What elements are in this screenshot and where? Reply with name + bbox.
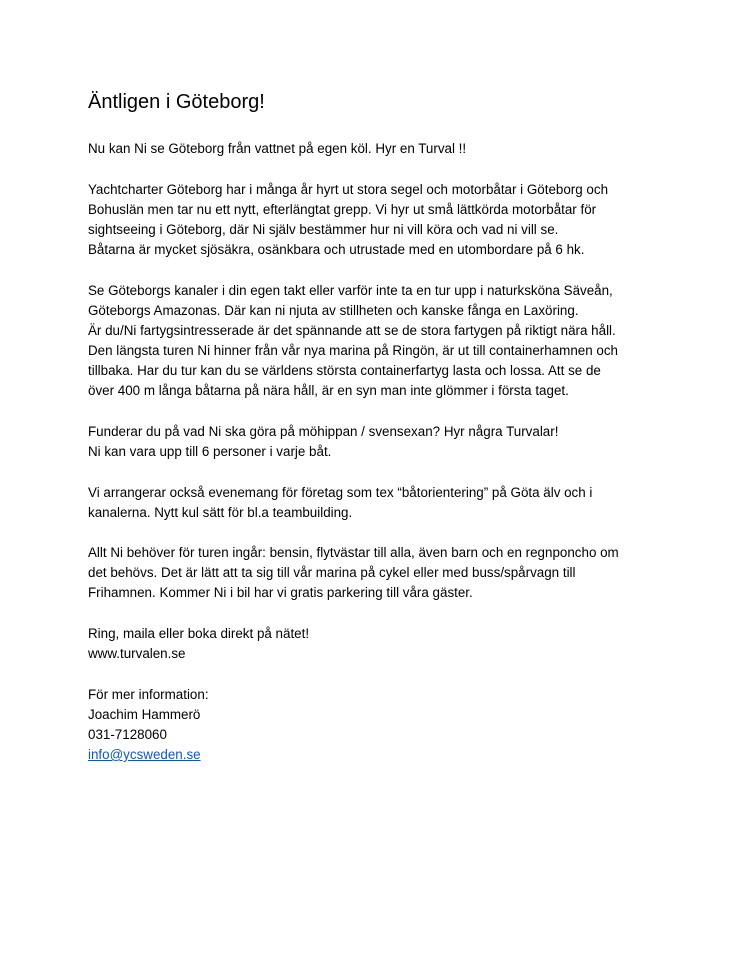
- contact-name: Joachim Hammerö: [88, 707, 201, 722]
- contact-heading: För mer information:: [88, 687, 209, 702]
- contact-phone: 031-7128060: [88, 727, 167, 742]
- contact-email-link[interactable]: info@ycsweden.se: [88, 747, 201, 762]
- paragraph-line: Yachtcharter Göteborg har i många år hyrt ut stora segel och motorbåtar i Göteborg och: [88, 182, 609, 197]
- paragraph-line: Vi arrangerar också evenemang för företag som tex “båtorientering” på Göta älv och i: [88, 485, 593, 500]
- intro-text: Nu kan Ni se Göteborg från vattnet på egen köl. Hyr en Turval !!: [88, 141, 467, 156]
- document-title: Äntligen i Göteborg!: [88, 91, 265, 113]
- paragraph-line: Göteborgs Amazonas. Där kan ni njuta av stillheten och kanske fånga en Laxöring.: [88, 303, 579, 318]
- paragraph-line: kanalerna. Nytt kul sätt för bl.a teambuilding.: [88, 505, 353, 520]
- paragraph-line: tillbaka. Har du tur kan du se världens största containerfartyg lasta och lossa. Att se de: [88, 363, 601, 378]
- paragraph-line: Se Göteborgs kanaler i din egen takt eller varför inte ta en tur upp i naturksköna Säveån,: [88, 283, 613, 298]
- paragraph-line: Funderar du på vad Ni ska göra på möhippan / svensexan? Hyr några Turvalar!: [88, 424, 559, 439]
- paragraph-line: det behövs. Det är lätt att ta sig till vår marina på cykel eller med buss/spårvagn till: [88, 565, 576, 580]
- paragraph-line: Ring, maila eller boka direkt på nätet!: [88, 626, 310, 641]
- website-text: www.turvalen.se: [88, 646, 186, 661]
- paragraph-line: Bohuslän men tar nu ett nytt, efterlängtat grepp. Vi hyr ut små lättkörda motorbåtar för: [88, 202, 597, 217]
- paragraph-line: Båtarna är mycket sjösäkra, osänkbara och utrustade med en utombordare på 6 hk.: [88, 242, 585, 257]
- paragraph-line: över 400 m långa båtarna på nära håll, är en syn man inte glömmer i första taget.: [88, 383, 569, 398]
- paragraph-line: Allt Ni behöver för turen ingår: bensin, flytvästar till alla, även barn och en regnponcho om: [88, 545, 619, 560]
- paragraph-line: Är du/Ni fartygsintresserade är det spännande att se de stora fartygen på riktigt nära håll.: [88, 323, 616, 338]
- paragraph-line: Frihamnen. Kommer Ni i bil har vi gratis parkering till våra gäster.: [88, 585, 473, 600]
- paragraph-line: Den längsta turen Ni hinner från vår nya marina på Ringön, är ut till containerhamnen och: [88, 343, 618, 358]
- paragraph-line: sightseeing i Göteborg, där Ni själv bestämmer hur ni vill köra och vad ni vill se.: [88, 222, 559, 237]
- paragraph-line: Ni kan vara upp till 6 personer i varje båt.: [88, 444, 332, 459]
